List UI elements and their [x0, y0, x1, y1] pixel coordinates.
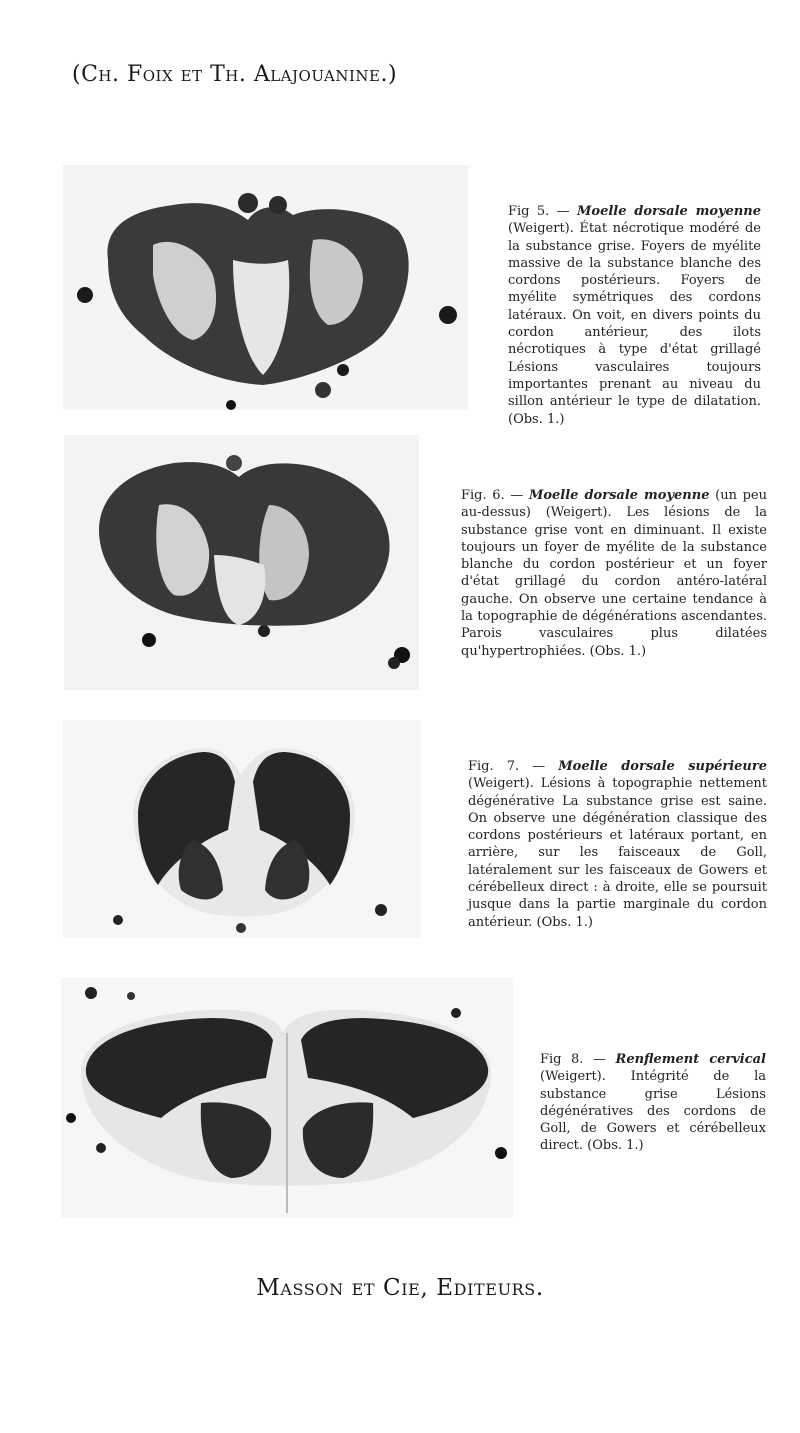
figure-7-label: Fig. 7. —: [468, 759, 546, 774]
figure-7-plate: [63, 720, 421, 938]
figure-8-description: (Weigert). Intégrité de la substance grise Lésions dégénératives des cordons de Goll, de Gowers et cérébelleux direct. (Obs. 1.): [540, 1069, 766, 1154]
figure-6-title: Moelle dorsale moyenne: [528, 488, 710, 503]
figure-8-caption: [540, 1051, 766, 1155]
figure-8-label: Fig 8. —: [540, 1052, 606, 1067]
page-footer-publisher: Masson et Cie, Editeurs.: [256, 1275, 544, 1301]
figure-6-description: (un peu au-dessus) (Weigert). Les lésions de la substance grise vont en diminuant. Il existe toujours un foyer de myélite de la substance blanche du cordon postérieur et un foyer d'état grillagé du cordon antéro-latéral gauche. On observe une certaine tendance à la topographie de dégénérations ascendantes. Parois vasculaires plus dilatées qu'hypertrophiées. (Obs. 1.): [461, 488, 767, 659]
figure-7-caption: [468, 758, 767, 931]
figure-7-description: (Weigert). Lésions à topographie nettement dégénérative La substance grise est saine. On observe une dégénération classique des cordons postérieurs et latéraux portant, en arrière, sur les faisceaux de Goll, latéralement sur les faisceaux de Gowers et cérébelleux direct : à droite, elle se poursuit jusque dans la partie marginale du cordon antérieur. (Obs. 1.): [468, 776, 767, 930]
figure-6-label: Fig. 6. —: [461, 488, 524, 503]
figure-6-plate: [64, 435, 419, 690]
figure-5-description: (Weigert). État nécrotique modéré de la substance grise. Foyers de myélite massive de la substance blanche des cordons postérieurs. Foyers de myélite symétriques des cordons latéraux. On voit, en divers points du cordon antérieur, des ilots nécrotiques à type d'état grillagé Lésions vasculaires toujours importantes prenant au niveau du sillon antérieur le type de dilatation. (Obs. 1.): [508, 221, 761, 427]
figure-7-micrograph: [63, 720, 421, 938]
figure-5-title: Moelle dorsale moyenne: [577, 204, 761, 219]
figure-6-micrograph: [64, 435, 419, 690]
figure-5-plate: [63, 165, 468, 410]
figure-8-title: Renflement cervical: [615, 1052, 766, 1067]
page-header-authors: (Ch. Foix et Th. Alajouanine.): [72, 62, 398, 87]
figure-5-micrograph: [63, 165, 468, 410]
figure-5-caption: [508, 203, 761, 428]
figure-6-caption: [461, 487, 767, 660]
figure-7-title: Moelle dorsale supérieure: [558, 759, 767, 774]
figure-8-plate: [61, 978, 513, 1218]
figure-8-micrograph: [61, 978, 513, 1218]
figure-5-label: Fig 5. —: [508, 204, 570, 219]
